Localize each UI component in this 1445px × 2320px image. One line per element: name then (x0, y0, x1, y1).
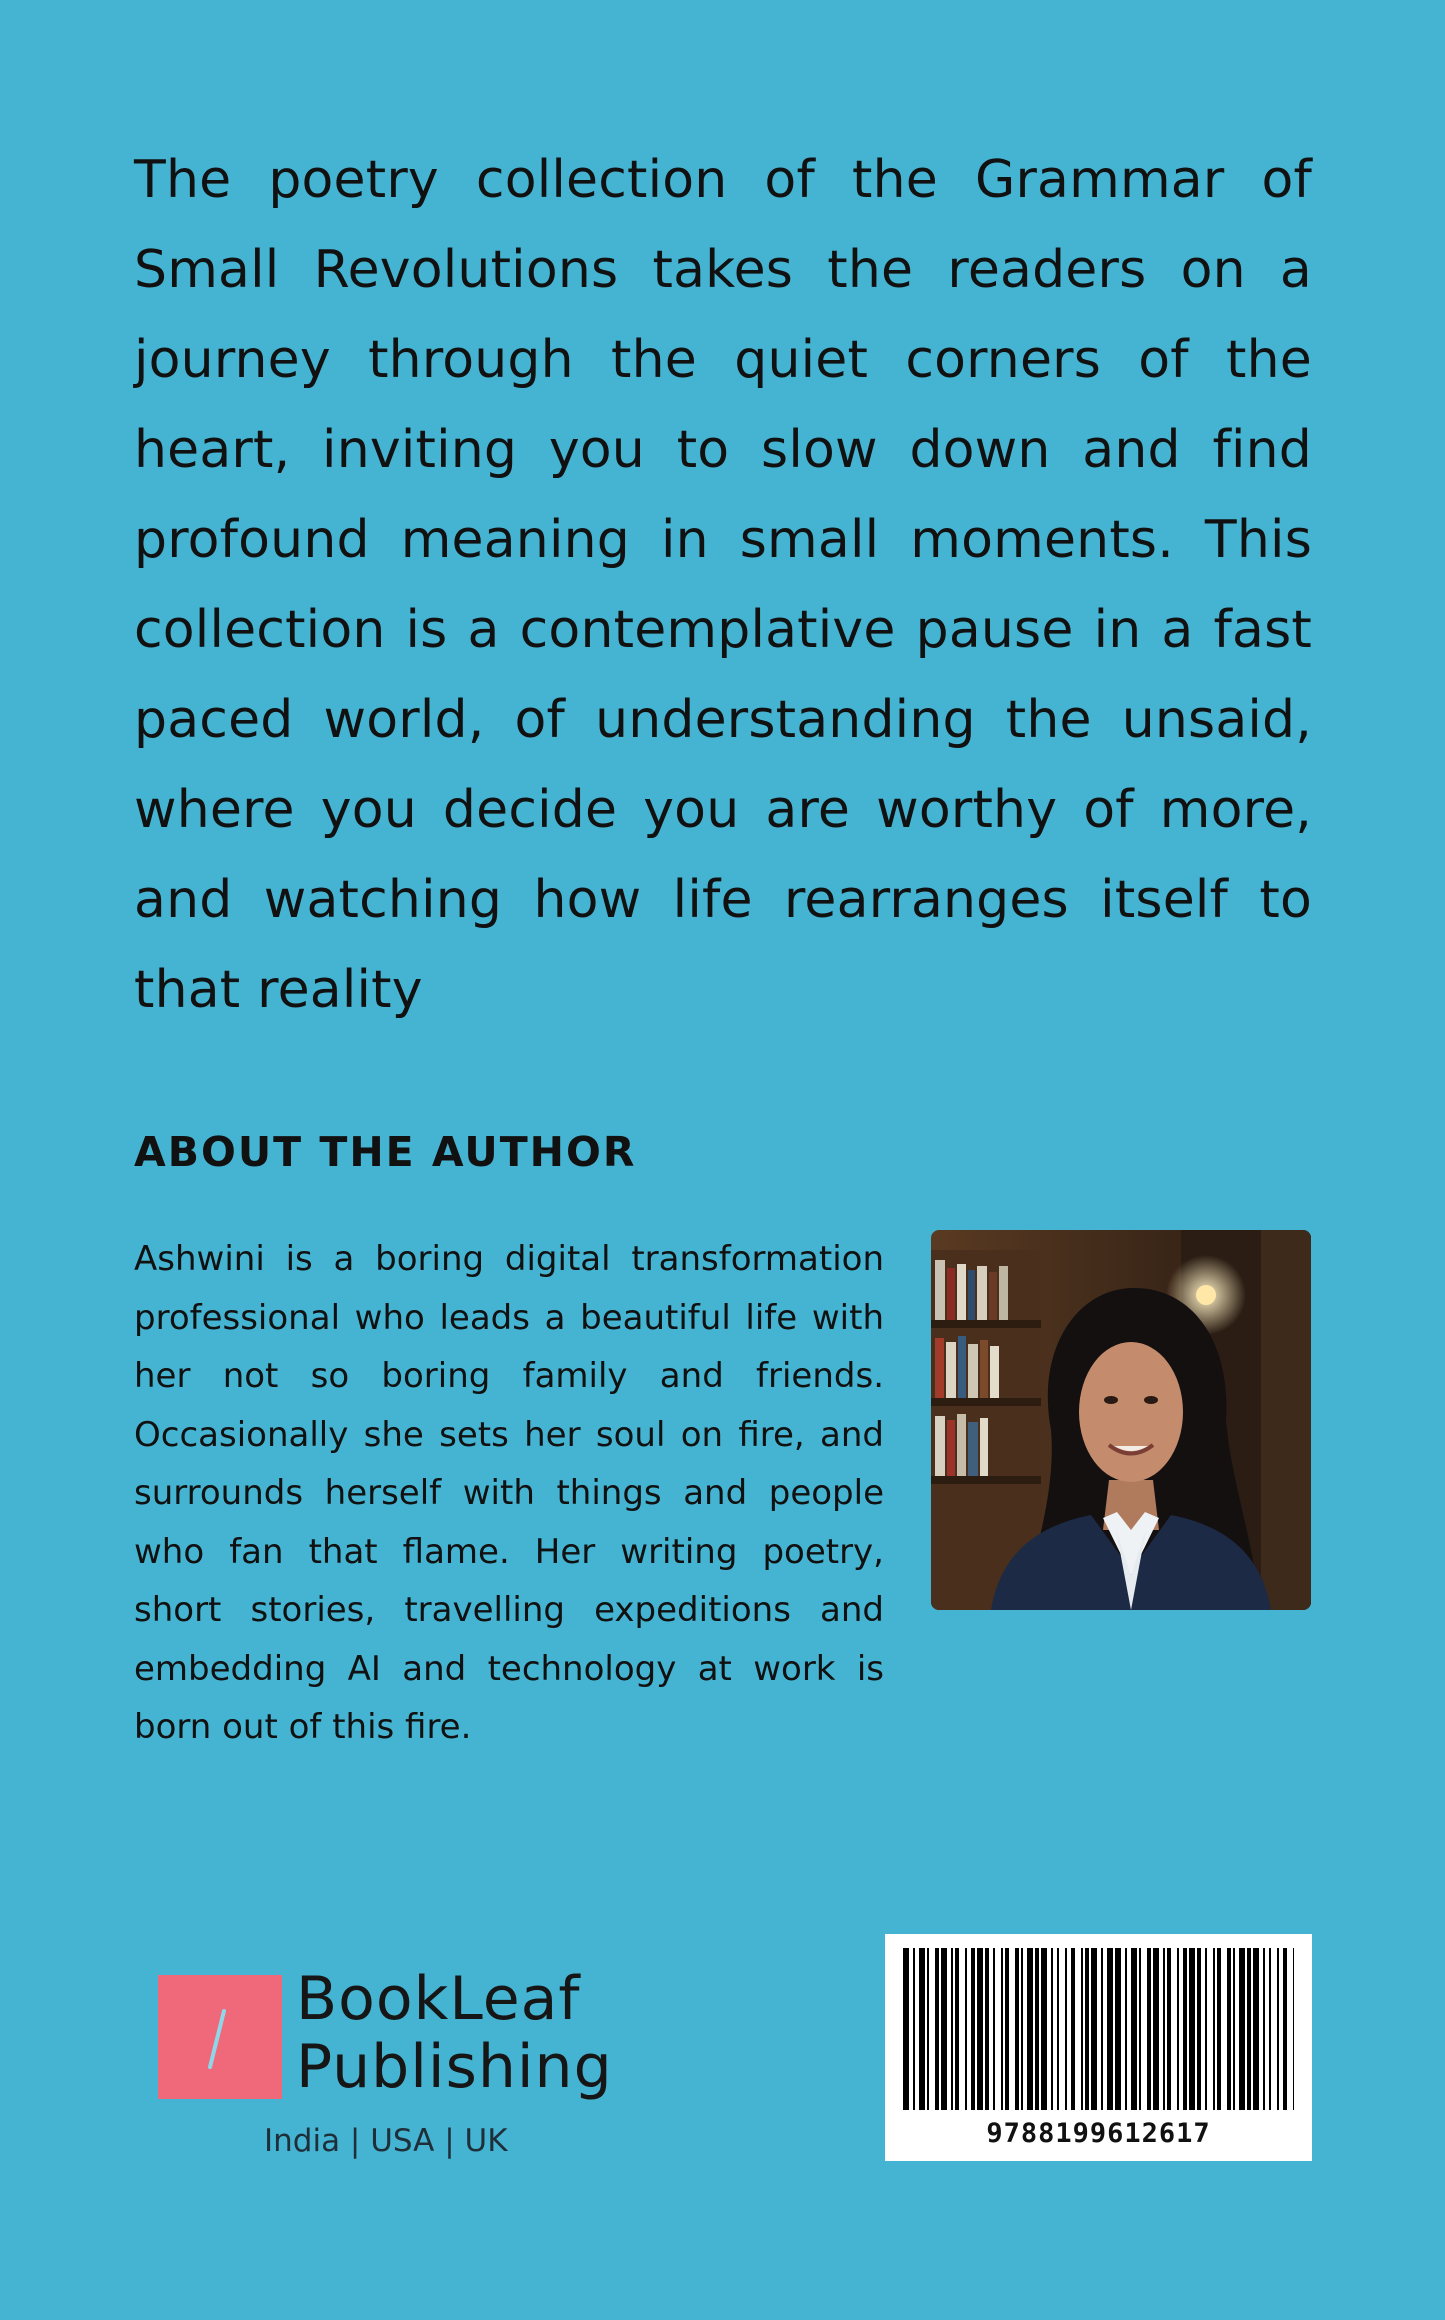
barcode-bar (1005, 1948, 1009, 2110)
barcode-bar (1071, 1948, 1075, 2110)
barcode-bar (1051, 1948, 1053, 2110)
barcode-bar (927, 1948, 929, 2110)
barcode-bar (1233, 1948, 1235, 2110)
barcode-bar (913, 1948, 915, 2110)
barcode-bar (1163, 1948, 1165, 2110)
barcode-bar (1205, 1948, 1207, 2110)
barcode-bar (1035, 1948, 1039, 2110)
barcode-bar (955, 1948, 959, 2110)
barcode-bar (1101, 1948, 1103, 2110)
barcode-bar (919, 1948, 925, 2110)
barcode-bar (1167, 1948, 1171, 2110)
author-bio: Ashwini is a boring digital transformation professional who leads a beautiful life with her not so boring family and friends. Occasionally she sets her soul on fire, and surrounds herself with things and people who fan that flame. Her writing poetry, short stories, travelling expeditions and embedding AI and technology at work is born out of this fire. (134, 1239, 884, 1747)
barcode-bar (1217, 1948, 1221, 2110)
isbn-barcode (885, 1934, 1312, 2161)
barcode-bar (935, 1948, 939, 2110)
author-photo (931, 1230, 1311, 1610)
barcode-bar (1153, 1948, 1159, 2110)
barcode-bar (1027, 1948, 1033, 2110)
barcode-bar (951, 1948, 953, 2110)
barcode-bar (1197, 1948, 1201, 2110)
barcode-bar (1247, 1948, 1251, 2110)
barcode-bar (971, 1948, 975, 2110)
publisher-name-line2: Publishing (296, 2032, 613, 2102)
barcode-bar (1131, 1948, 1137, 2110)
barcode-bar (1085, 1948, 1089, 2110)
barcode-bar (1147, 1948, 1151, 2110)
publisher-regions: India | USA | UK (264, 2123, 508, 2159)
barcode-bar (1115, 1948, 1121, 2110)
barcode-bar (1189, 1948, 1195, 2110)
barcode-bar (1213, 1948, 1215, 2110)
barcode-bar (1081, 1948, 1083, 2110)
publisher-name (296, 1965, 613, 2101)
barcode-bar (1183, 1948, 1187, 2110)
barcode-bar (1125, 1948, 1127, 2110)
publisher-name-line1: BookLeaf (296, 1964, 581, 2034)
barcode-bar (965, 1948, 967, 2110)
barcode-bar (1091, 1948, 1097, 2110)
isbn-number: 9788199612617 (986, 2118, 1211, 2149)
barcode-bars (885, 1934, 1312, 2114)
barcode-bar (1277, 1948, 1279, 2110)
barcode-bar (1253, 1948, 1259, 2110)
barcode-bar (1015, 1948, 1019, 2110)
bookleaf-logo-mark (158, 1975, 282, 2099)
barcode-bar (1293, 1948, 1294, 2110)
barcode-bar (1041, 1948, 1047, 2110)
barcode-bar (1107, 1948, 1113, 2110)
barcode-bar (1065, 1948, 1067, 2110)
about-author-heading: ABOUT THE AUTHOR (134, 1128, 637, 1176)
barcode-bar (903, 1948, 909, 2110)
barcode-bar (1177, 1948, 1179, 2110)
barcode-bar (1021, 1948, 1023, 2110)
barcode-bar (1057, 1948, 1059, 2110)
barcode-bar (1239, 1948, 1245, 2110)
barcode-bar (941, 1948, 947, 2110)
back-cover-blurb: The poetry collection of the Grammar of Small Revolutions takes the readers on a journey through the quiet corners of the heart, inviting you to slow down and find profound meaning in small moments. This collection is a contemplative pause in a fast paced world, of understanding the unsaid, where you decide you are worthy of more, and watching how life rearranges itself to that reality (134, 150, 1312, 1020)
barcode-bar (1263, 1948, 1265, 2110)
barcode-bar (1283, 1948, 1287, 2110)
barcode-bar (1139, 1948, 1141, 2110)
barcode-bar (977, 1948, 983, 2110)
barcode-bar (1269, 1948, 1271, 2110)
barcode-bar (1227, 1948, 1231, 2110)
barcode-bar (993, 1948, 995, 2110)
barcode-bar (985, 1948, 989, 2110)
barcode-bar (1001, 1948, 1003, 2110)
